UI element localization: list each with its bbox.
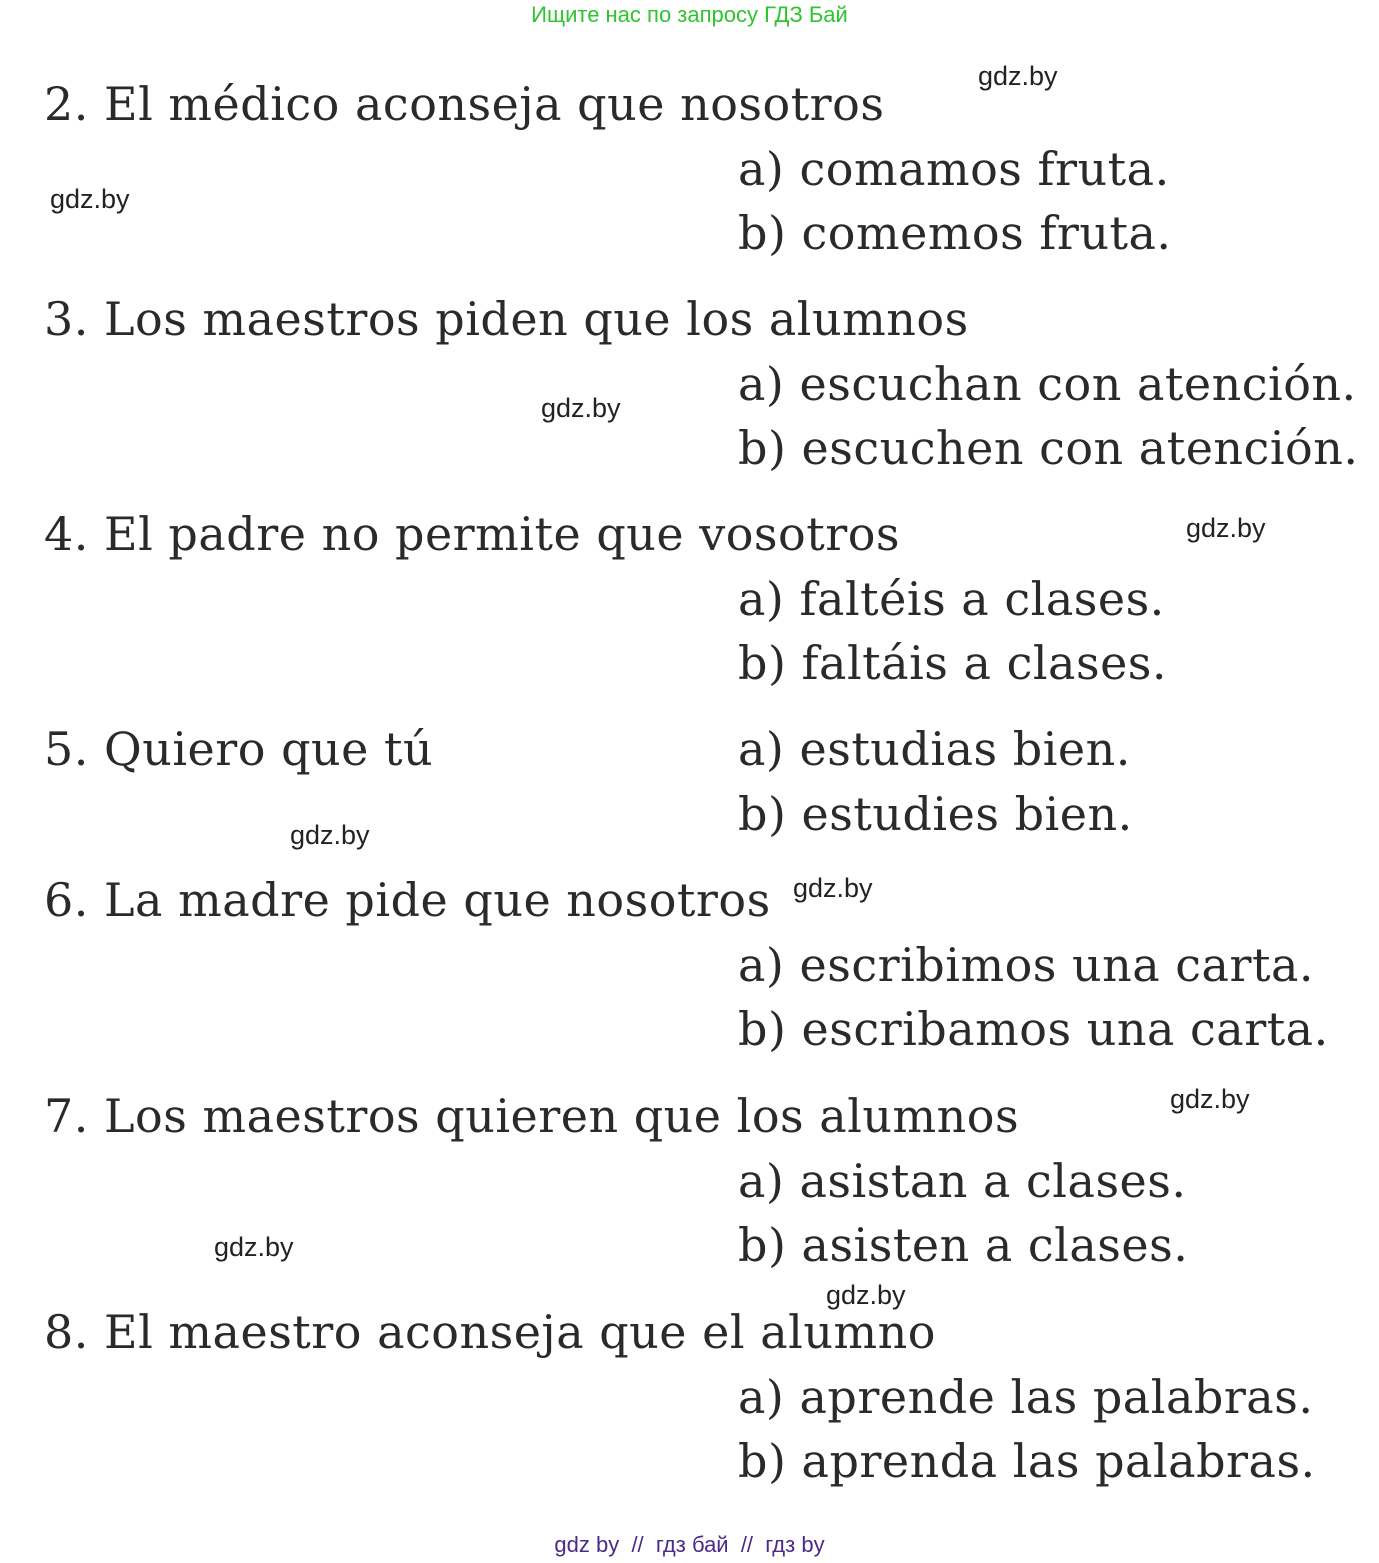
footer-links: gdz by // гдз бай // гдз by [554, 1532, 825, 1557]
question-4-stem: 4. El padre no permite que vosotros [44, 507, 901, 561]
question-6-stem: 6. La madre pide que nosotros [44, 873, 771, 927]
question-7-stem: 7. Los maestros quieren que los alumnos [44, 1089, 1020, 1143]
question-8-stem: 8. El maestro aconseja que el alumno [44, 1305, 936, 1359]
watermark: gdz.by [541, 393, 621, 423]
question-7-option-b: b) asisten a clases. [738, 1218, 1189, 1272]
watermark: gdz.by [978, 61, 1058, 91]
question-6-option-b: b) escribamos una carta. [738, 1002, 1329, 1056]
top-search-banner: Ищите нас по запросу ГДЗ Бай [531, 2, 848, 27]
watermark: gdz.by [1186, 513, 1266, 543]
question-3-option-a: a) escuchan con atención. [738, 357, 1357, 411]
watermark: gdz.by [826, 1280, 906, 1310]
watermark: gdz.by [290, 820, 370, 850]
question-2-stem: 2. El médico aconseja que nosotros [44, 77, 885, 131]
watermark: gdz.by [1170, 1084, 1250, 1114]
question-4-option-b: b) faltáis a clases. [738, 636, 1168, 690]
watermark: gdz.by [793, 873, 873, 903]
question-7-option-a: a) asistan a clases. [738, 1154, 1187, 1208]
question-2-option-a: a) comamos fruta. [738, 142, 1170, 196]
question-5-option-a: a) estudias bien. [738, 722, 1131, 776]
watermark: gdz.by [50, 184, 130, 214]
question-3-option-b: b) escuchen con atención. [738, 421, 1359, 475]
question-4-option-a: a) faltéis a clases. [738, 572, 1165, 626]
question-5-option-b: b) estudies bien. [738, 787, 1133, 841]
question-5-stem: 5. Quiero que tú [44, 722, 434, 776]
question-3-stem: 3. Los maestros piden que los alumnos [44, 292, 969, 346]
question-6-option-a: a) escribimos una carta. [738, 938, 1314, 992]
watermark: gdz.by [214, 1232, 294, 1262]
question-8-option-b: b) aprenda las palabras. [738, 1434, 1316, 1488]
question-2-option-b: b) comemos fruta. [738, 206, 1172, 260]
question-8-option-a: a) aprende las palabras. [738, 1370, 1314, 1424]
